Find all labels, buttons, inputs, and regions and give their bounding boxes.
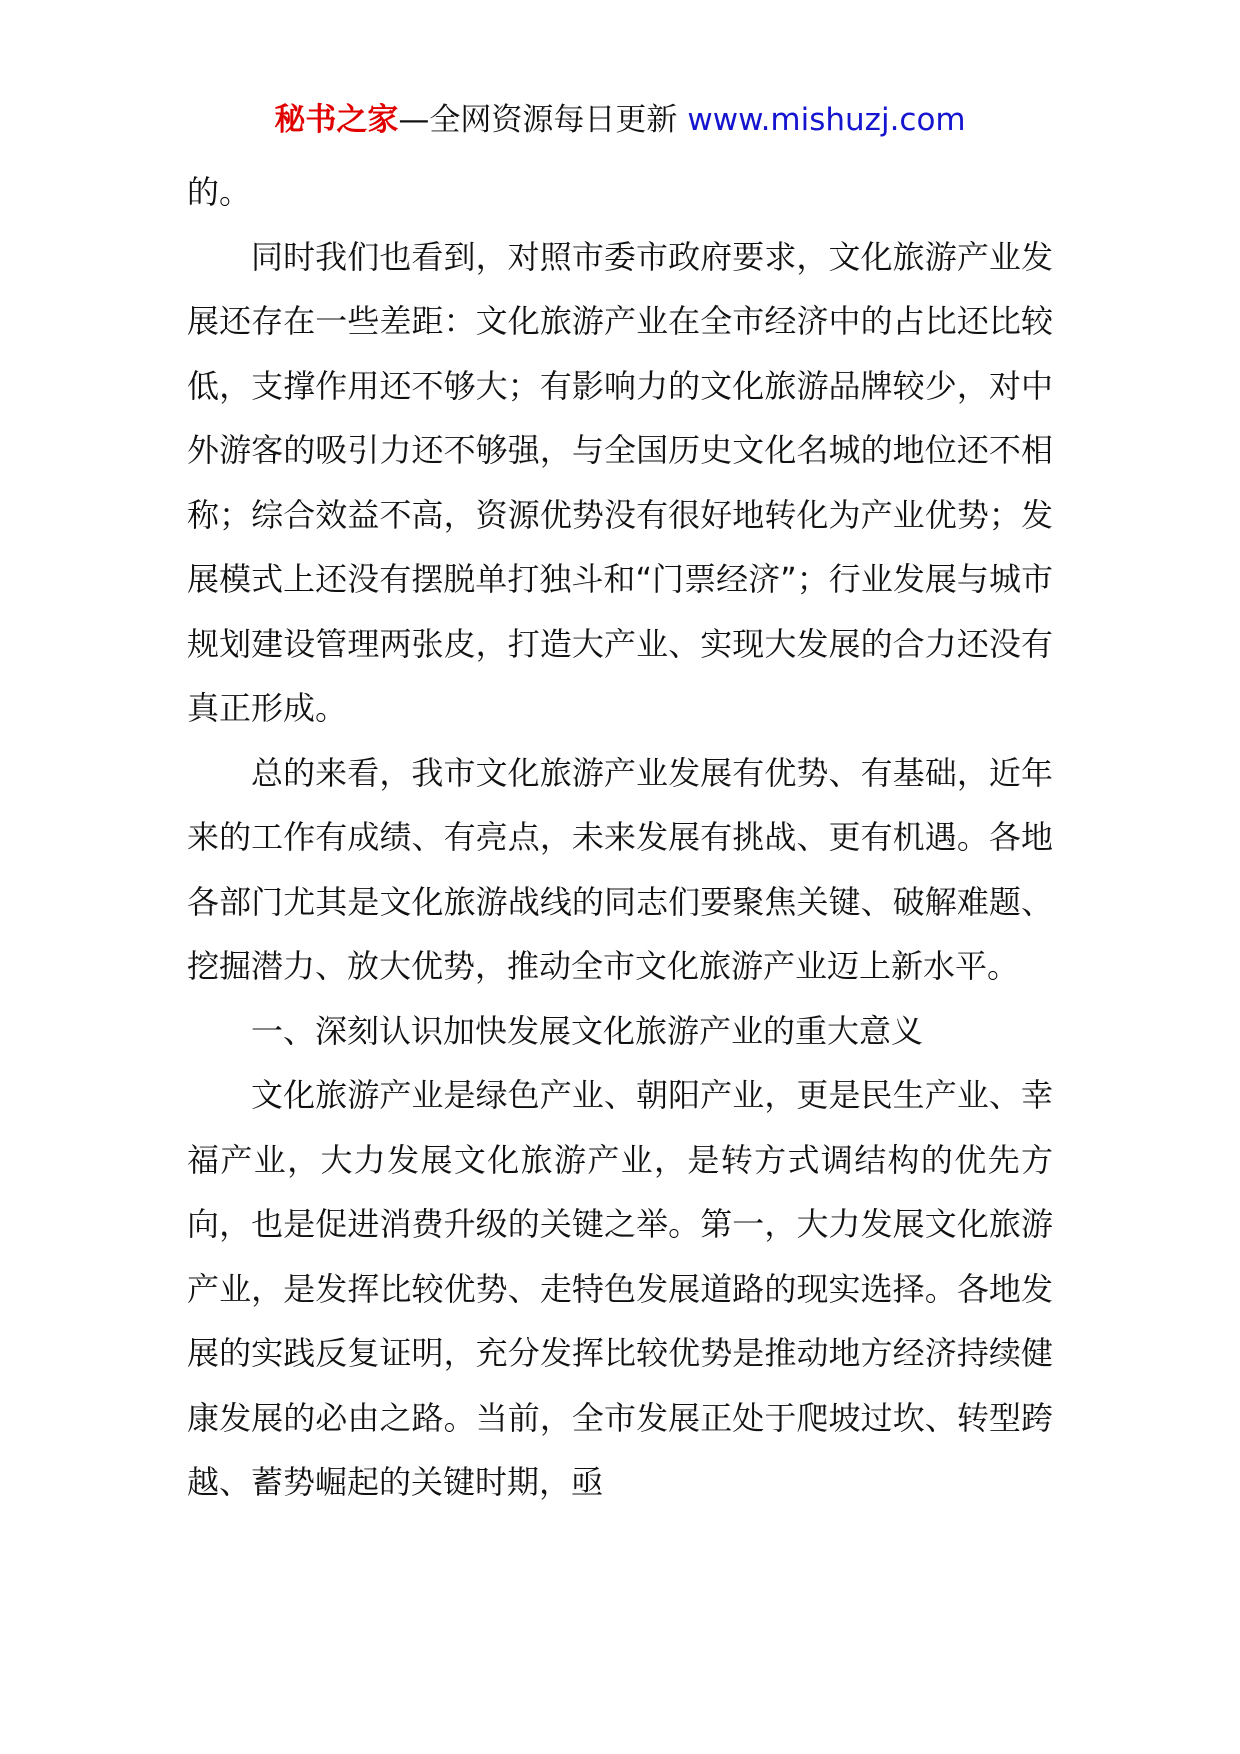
brand-name: 秘书之家 [274,102,399,138]
paragraph-continuation: 的。 [187,173,252,211]
document-body [187,160,1053,1515]
paragraph-significance: 文化旅游产业是绿色产业、朝阳产业，更是民生产业、幸福产业，大力发展文化旅游产业，是转方式调结构的优先方向，也是促进消费升级的关键之举。第一，大力发展文化旅游产业，是发挥比较优势、走特色发展道路的现实选择。各地发展的实践反复证明，充分发挥比较优势是推动地方经济持续健康发展的必由之路。当前，全市发展正处于爬坡过坎、转型跨越、蓄势崛起的关键时期，亟 [187,1076,1053,1501]
paragraph-summary: 总的来看，我市文化旅游产业发展有优势、有基础，近年来的工作有成绩、有亮点，未来发展有挑战、更有机遇。各地各部门尤其是文化旅游战线的同志们要聚焦关键、破解难题、挖掘潜力、放大优势，推动全市文化旅游产业迈上新水平。 [187,753,1053,985]
site-header [0,100,1240,140]
section-heading: 一、深刻认识加快发展文化旅游产业的重大意义 [251,1011,924,1050]
site-url-link[interactable]: www.mishuzj.com [687,102,966,138]
header-tagline: —全网资源每日更新 [398,102,678,138]
paragraph-gaps: 同时我们也看到，对照市委市政府要求，文化旅游产业发展还存在一些差距：文化旅游产业在全市经济中的占比还比较低，支撑作用还不够大；有影响力的文化旅游品牌较少，对中外游客的吸引力还不够强，与全国历史文化名城的地位还不相称；综合效益不高，资源优势没有很好地转化为产业优势；发展模式上还没有摆脱单打独斗和“门票经济”；行业发展与城市规划建设管理两张皮，打造大产业、实现大发展的合力还没有真正形成。 [187,237,1053,727]
